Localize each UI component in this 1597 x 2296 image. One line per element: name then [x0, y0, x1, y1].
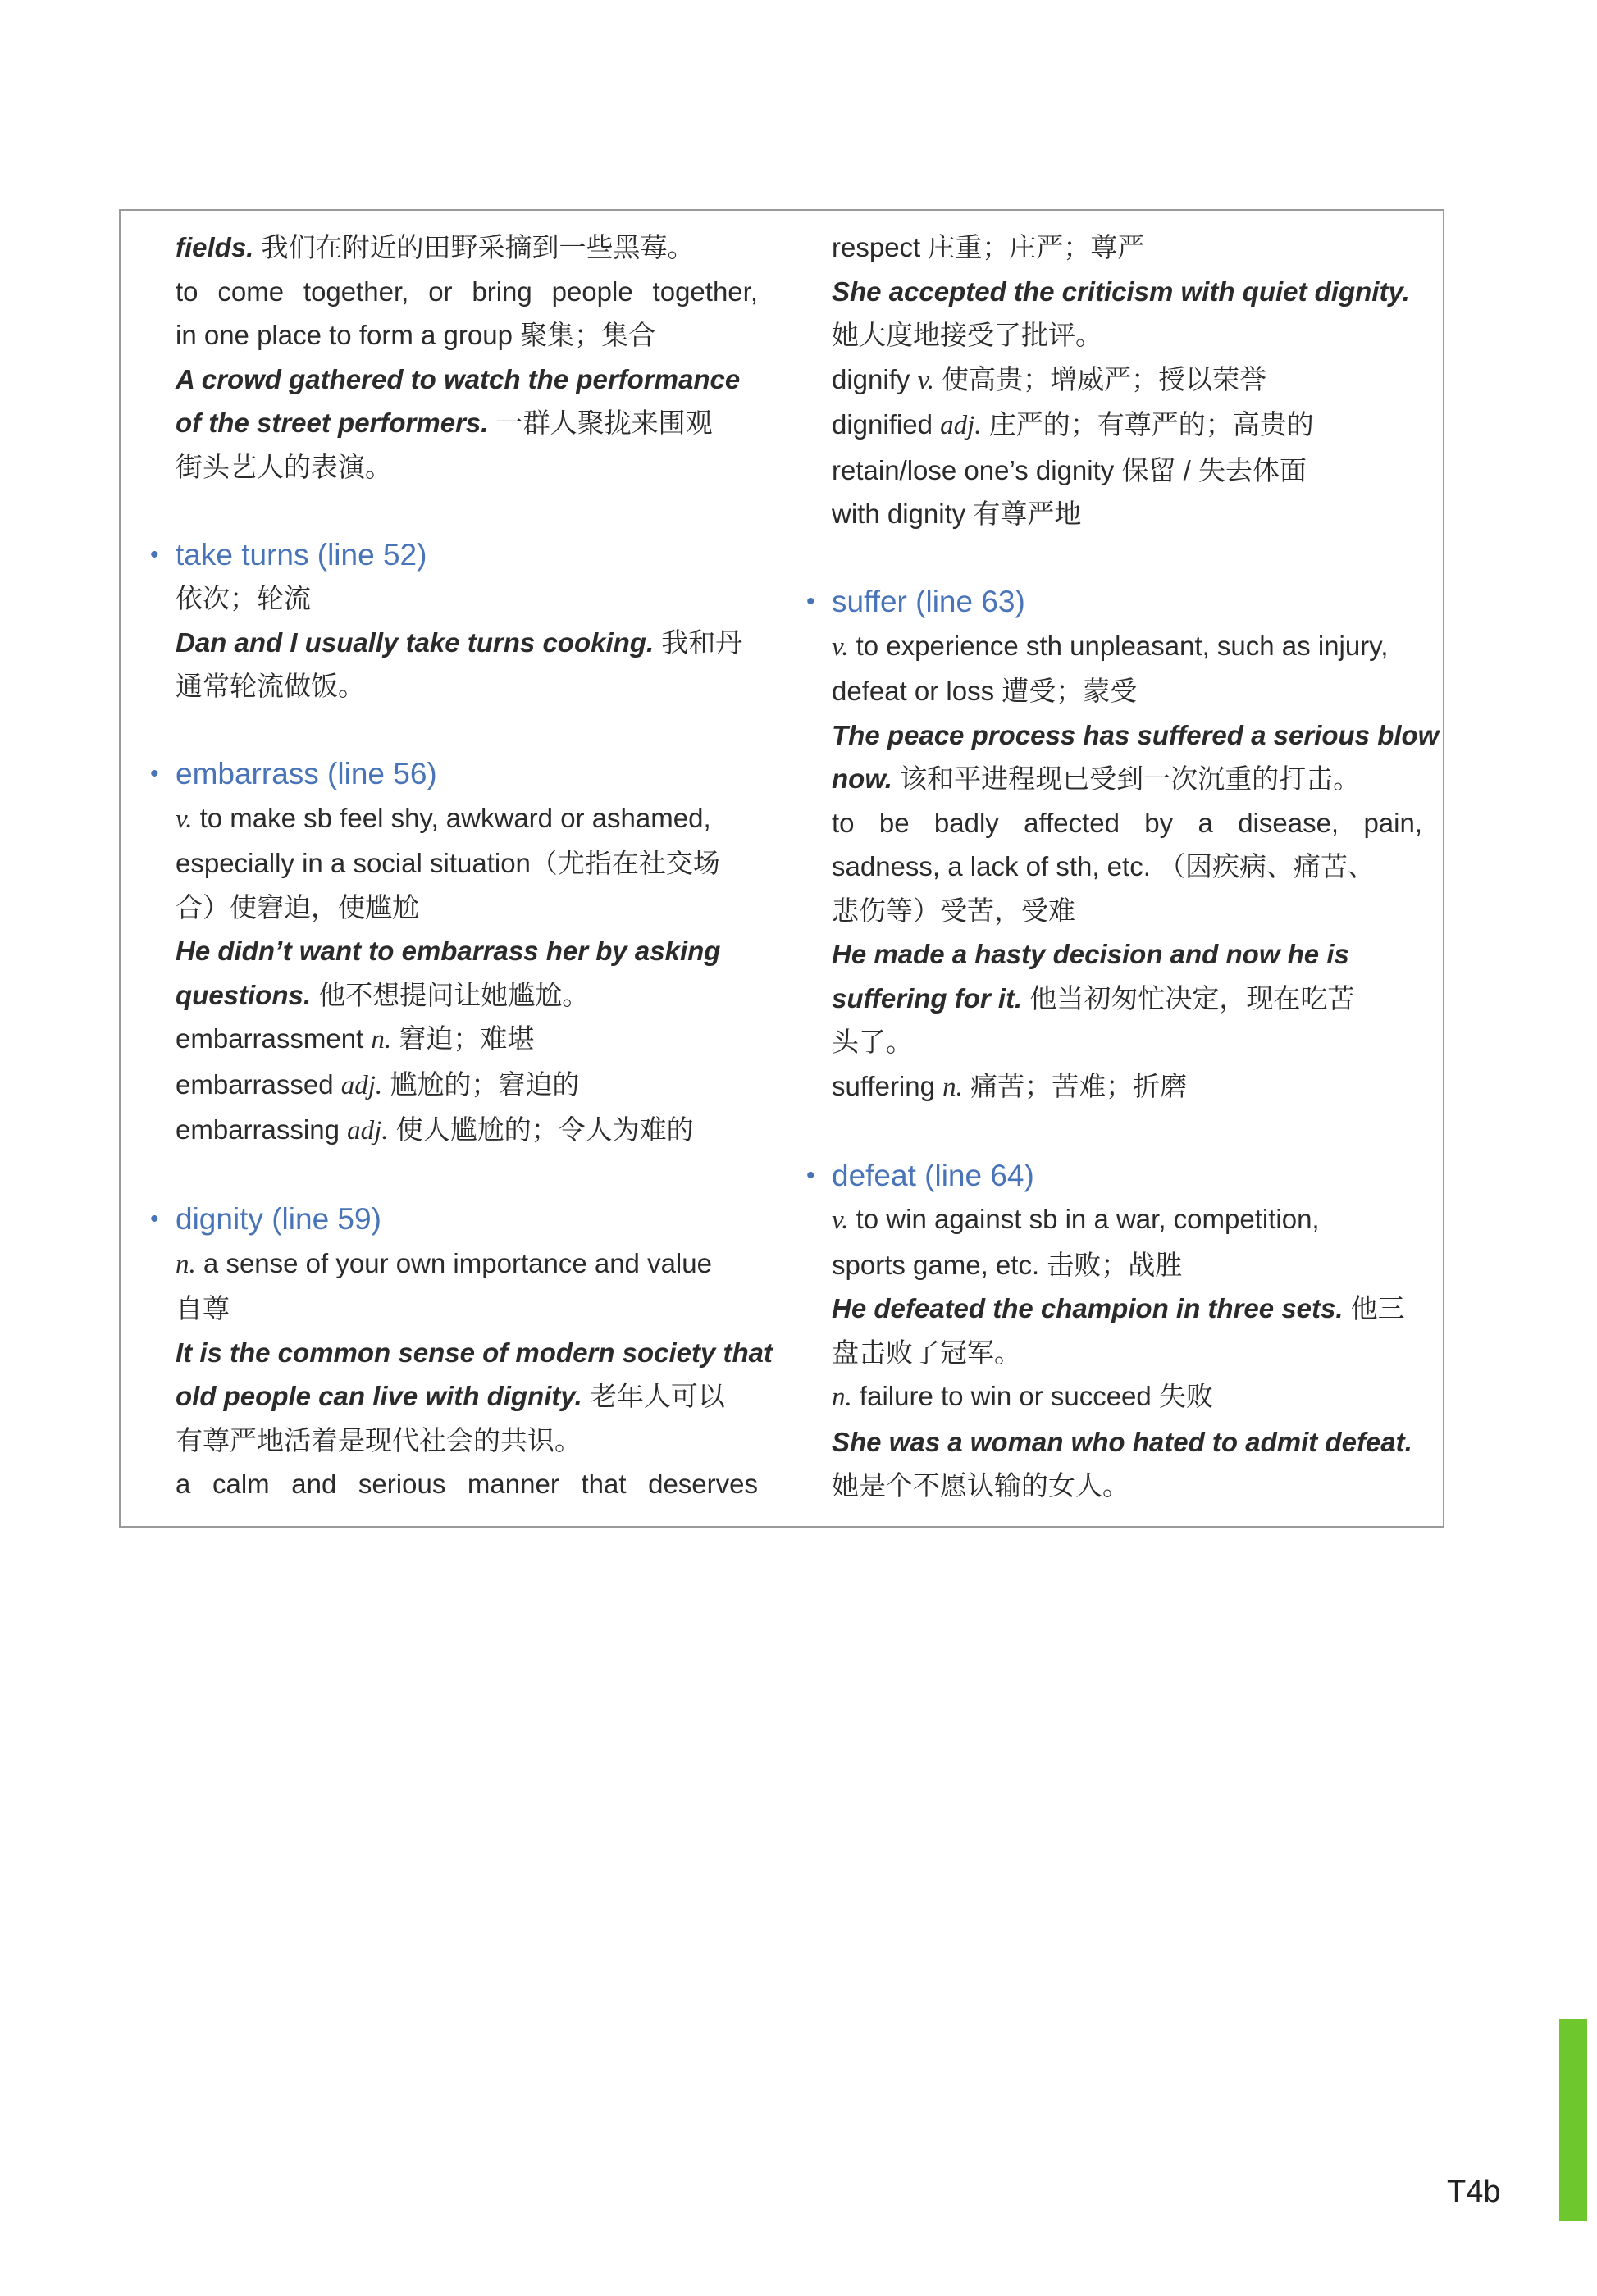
bullet-icon: • [150, 1205, 159, 1232]
entry-suffer [806, 580, 1440, 1109]
page-number: T4b [1447, 2175, 1501, 2209]
example-line: She accepted the criticism with quiet dignity. [832, 276, 1410, 307]
definition-line: to be badly affected by a disease, pain, [832, 807, 1422, 838]
definition-line: 通常轮流做饭。 [176, 671, 365, 701]
definition-line: in one place to form a group 聚集；集合 [176, 320, 656, 350]
definition-line: sadness, a lack of sth, etc. （因疾病、痛苦、 [832, 851, 1376, 882]
definition-line: 盘击败了冠军。 [832, 1337, 1021, 1368]
definition-line: retain/lose one’s dignity 保留 / 失去体面 [832, 454, 1307, 485]
bullet-icon: • [150, 540, 159, 568]
example-line: She was a woman who hated to admit defeat. [832, 1426, 1412, 1457]
example-line: Dan and I usually take turns cooking. 我和丹 [176, 626, 743, 658]
example-line: He defeated the champion in three sets. 他三 [832, 1293, 1405, 1323]
definition-line: sports game, etc. 击败；战胜 [832, 1249, 1183, 1280]
example-line: The peace process has suffered a serious blow [832, 719, 1440, 750]
example-line: now. 该和平进程现已受到一次沉重的打击。 [832, 763, 1361, 794]
definition-line: especially in a social situation（尤指在社交场 [176, 848, 720, 878]
example-line: suffering for it. 他当初匆忙决定，现在吃苦 [832, 982, 1355, 1014]
example-line: of the street performers. 一群人聚拢来围观 [176, 408, 713, 438]
bullet-icon: • [806, 1161, 815, 1189]
derivative-line: dignify v. 使高贵；增威严；授以荣誉 [832, 363, 1267, 395]
definition-line: 悲伤等）受苦，受难 [832, 895, 1075, 926]
right-column [806, 226, 1440, 1508]
definition-line: v. to win against sb in a war, competition, [832, 1204, 1320, 1235]
entry-heading: • suffer (line 63) [832, 580, 1422, 624]
example-line: A crowd gathered to watch the performance [176, 363, 741, 394]
definition-line: 她是个不愿认输的女人。 [832, 1470, 1129, 1501]
entry-heading: • embarrass (line 56) [176, 752, 758, 796]
example-line: old people can live with dignity. 老年人可以 [176, 1381, 725, 1411]
definition-line: 街头艺人的表演。 [176, 451, 392, 482]
definition-line: 合）使窘迫，使尴尬 [176, 891, 419, 922]
derivative-line: dignified adj. 庄严的；有尊严的；高贵的 [832, 409, 1314, 440]
example-line: He made a hasty decision and now he is [832, 939, 1349, 969]
entry-heading: • dignity (line 59) [176, 1197, 758, 1241]
definition-line: 自尊 [176, 1293, 230, 1323]
example-line: He didn’t want to embarrass her by asking [176, 936, 721, 966]
definition-line: n. failure to win or succeed 失败 [832, 1381, 1213, 1412]
definition-line: v. to make sb feel shy, awkward or ashamed, [176, 802, 711, 834]
bullet-icon: • [150, 760, 159, 787]
definition-line: to come together, or bring people together, [176, 276, 758, 307]
definition-line: a calm and serious manner that deserves [176, 1469, 758, 1499]
section-tab-marker [1559, 2019, 1587, 2221]
example-line: It is the common sense of modern society that [176, 1337, 773, 1368]
definition-line: 她大度地接受了批评。 [832, 320, 1102, 350]
right-intro [832, 226, 1422, 536]
definition-line: v. to experience sth unpleasant, such as injury, [832, 630, 1389, 662]
derivative-line: embarrassment n. 窘迫；难堪 [176, 1023, 535, 1055]
entry-embarrass [150, 752, 758, 1154]
entry-defeat [806, 1154, 1422, 1508]
definition-line: 有尊严地活着是现代社会的共识。 [176, 1424, 582, 1456]
entry-take-turns [150, 533, 758, 708]
entry-heading: • defeat (line 64) [832, 1154, 1422, 1198]
definition-line: defeat or loss 遭受；蒙受 [832, 676, 1138, 706]
definition-line: n. a sense of your own importance and value [176, 1247, 712, 1279]
derivative-line: embarrassed adj. 尴尬的；窘迫的 [176, 1068, 580, 1100]
example-line: fields. 我们在附近的田野采摘到一些黑莓。 [176, 232, 695, 262]
example-line: questions. 他不想提问让她尴尬。 [176, 979, 590, 1010]
left-intro [176, 226, 758, 489]
entry-heading: • take turns (line 52) [176, 533, 758, 577]
derivative-line: suffering n. 痛苦；苦难；折磨 [832, 1070, 1188, 1102]
left-column [150, 226, 773, 1506]
derivative-line: embarrassing adj. 使人尴尬的；令人为难的 [176, 1114, 694, 1146]
definition-line: 头了。 [832, 1027, 913, 1057]
definition-line: with dignity 有尊严地 [832, 499, 1082, 529]
bullet-icon: • [806, 588, 815, 615]
definition-line: 依次；轮流 [176, 583, 311, 613]
entry-dignity [150, 1197, 773, 1506]
definition-line: respect 庄重；庄严；尊严 [832, 232, 1145, 262]
